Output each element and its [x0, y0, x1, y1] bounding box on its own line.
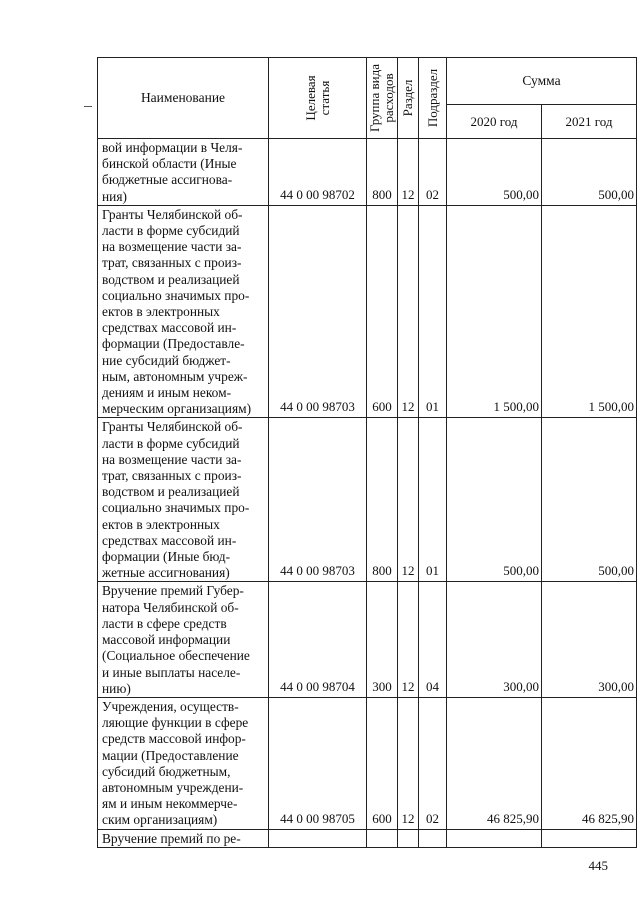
- page-number: 445: [588, 858, 608, 873]
- row-section: 12: [398, 139, 419, 206]
- col-header-subsection: Подраздел: [419, 58, 447, 139]
- row-sum-2020: 500,00: [447, 139, 542, 206]
- row-target-code: 44 0 00 98704: [269, 582, 367, 697]
- row-sum-2020: 500,00: [447, 418, 542, 582]
- row-subsection: 04: [419, 582, 447, 697]
- table-row: [98, 829, 637, 847]
- budget-table: [97, 57, 637, 848]
- table-row: [98, 582, 637, 697]
- col-header-target: Целевая статья: [269, 58, 367, 139]
- row-subsection: 02: [419, 697, 447, 829]
- row-subsection: 01: [419, 418, 447, 582]
- row-group-code: [367, 829, 398, 847]
- row-section: 12: [398, 418, 419, 582]
- row-sum-2020: 46 825,90: [447, 697, 542, 829]
- row-name: Гранты Челябинской об- ласти в форме субсидий на возмещение части за- трат, связанных с произ- водством и реализацией социально значимых про- ектов в электронных средствах массовой ин- формации (Иные бюд- жетные ассигнования): [98, 418, 269, 582]
- row-sum-2020: [447, 829, 542, 847]
- col-header-sum: Сумма: [447, 58, 637, 105]
- col-header-group: Группа вида расходов: [367, 58, 398, 139]
- row-sum-2021: 300,00: [542, 582, 637, 697]
- row-section: 12: [398, 697, 419, 829]
- row-target-code: 44 0 00 98702: [269, 139, 367, 206]
- row-group-code: 600: [367, 697, 398, 829]
- row-subsection: [419, 829, 447, 847]
- row-section: 12: [398, 205, 419, 418]
- col-header-section: Раздел: [398, 58, 419, 139]
- row-subsection: 01: [419, 205, 447, 418]
- table-row: [98, 139, 637, 206]
- row-section: 12: [398, 582, 419, 697]
- row-sum-2020: 300,00: [447, 582, 542, 697]
- row-subsection: 02: [419, 139, 447, 206]
- row-sum-2021: 500,00: [542, 139, 637, 206]
- row-sum-2021: 500,00: [542, 418, 637, 582]
- row-group-code: 800: [367, 139, 398, 206]
- row-name: вой информации в Челя- бинской области (Иные бюджетные ассигнова- ния): [98, 139, 269, 206]
- col-header-2021: 2021 год: [542, 105, 637, 139]
- row-section: [398, 829, 419, 847]
- row-name: Вручение премий Губер- натора Челябинской об- ласти в сфере средств массовой информации (Социальное обеспечение и иные выплаты населе- нию): [98, 582, 269, 697]
- row-target-code: 44 0 00 98705: [269, 697, 367, 829]
- row-sum-2021: [542, 829, 637, 847]
- col-header-2020: 2020 год: [447, 105, 542, 139]
- row-sum-2020: 1 500,00: [447, 205, 542, 418]
- row-sum-2021: 46 825,90: [542, 697, 637, 829]
- row-target-code: [269, 829, 367, 847]
- row-sum-2021: 1 500,00: [542, 205, 637, 418]
- table-row: [98, 697, 637, 829]
- row-group-code: 600: [367, 205, 398, 418]
- table-row: [98, 418, 637, 582]
- table-row: [98, 205, 637, 418]
- col-header-name: Наименование: [98, 58, 269, 139]
- row-target-code: 44 0 00 98703: [269, 205, 367, 418]
- row-name: Учреждения, осуществ- ляющие функции в сфере средств массовой инфор- мации (Предоставление субсидий бюджетным, автономным учреждени- ям и иным некоммерче- ским организациям): [98, 697, 269, 829]
- row-group-code: 300: [367, 582, 398, 697]
- margin-mark: [84, 106, 92, 107]
- row-name: Гранты Челябинской об- ласти в форме субсидий на возмещение части за- трат, связанных с произ- водством и реализацией социально значимых про- ектов в электронных средствах массовой ин- формации (Предоставле- ние субсидий бюджет- ным, автономным учреж- дениям и иным неком- мерческим организациям): [98, 205, 269, 418]
- row-group-code: 800: [367, 418, 398, 582]
- row-target-code: 44 0 00 98703: [269, 418, 367, 582]
- row-name: Вручение премий по ре-: [98, 829, 269, 847]
